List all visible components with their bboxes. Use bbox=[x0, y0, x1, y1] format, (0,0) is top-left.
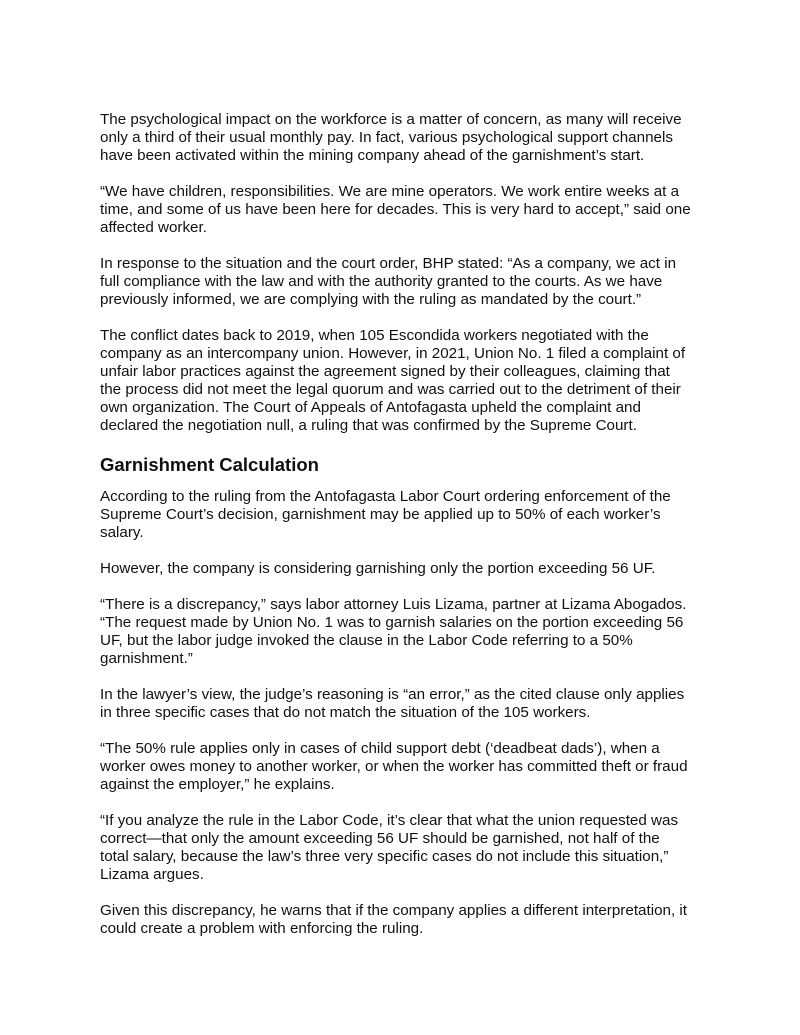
paragraph-worker-quote: “We have children, responsibilities. We are mine operators. We work entire weeks at a time, and some of us have been here for decades. This is very hard to accept,” said one affected worker. bbox=[100, 183, 691, 236]
paragraph-labor-code-analysis: “If you analyze the rule in the Labor Code, it’s clear that what the union requested was correct—that only the amount exceeding 56 UF should be garnished, not half of the total salary, because the law’s three very specific cases do not include this situation,” Lizama argues. bbox=[100, 812, 679, 883]
paragraph-psychological-impact: The psychological impact on the workforce is a matter of concern, as many will receive only a third of their usual monthly pay. In fact, various psychological support channels have been activated within the mining company ahead of the garnishment’s start. bbox=[100, 111, 682, 164]
document-page bbox=[100, 111, 700, 956]
paragraph-warning: Given this discrepancy, he warns that if the company applies a different interpretation, it could create a problem with enforcing the ruling. bbox=[100, 902, 688, 937]
paragraph-conflict-history: The conflict dates back to 2019, when 105 Escondida workers negotiated with the company as an intercompany union. However, in 2021, Union No. 1 filed a complaint of unfair labor practices against the agreement signed by their colleagues, claiming that the process did not meet the legal quorum and was carried out to the detriment of their own organization. The Court of Appeals of Antofagasta upheld the complaint and declared the negotiation null, a ruling that was confirmed by the Supreme Court. bbox=[100, 327, 686, 434]
paragraph-lizama-discrepancy: “There is a discrepancy,” says labor attorney Luis Lizama, partner at Lizama Abogados. “The request made by Union No. 1 was to garnish salaries on the portion exceeding 56 UF, but the labor judge invoked the clause in the Labor Code referring to a 50% garnishment.” bbox=[100, 596, 687, 667]
paragraph-fifty-percent-rule: “The 50% rule applies only in cases of child support debt (‘deadbeat dads’), when a worker owes money to another worker, or when the worker has committed theft or fraud against the employer,” he explains. bbox=[100, 740, 688, 793]
paragraph-bhp-statement: In response to the situation and the court order, BHP stated: “As a company, we act in full compliance with the law and with the authority granted to the courts. As we have previously informed, we are complying with the ruling as mandated by the court.” bbox=[100, 255, 677, 308]
paragraph-labor-court-ruling: According to the ruling from the Antofagasta Labor Court ordering enforcement of the Supreme Court’s decision, garnishment may be applied up to 50% of each worker’s salary. bbox=[100, 488, 671, 541]
paragraph-lawyer-view: In the lawyer’s view, the judge’s reasoning is “an error,” as the cited clause only applies in three specific cases that do not match the situation of the 105 workers. bbox=[100, 686, 685, 721]
section-heading-garnishment-calculation: Garnishment Calculation bbox=[100, 454, 319, 475]
paragraph-company-considering: However, the company is considering garnishing only the portion exceeding 56 UF. bbox=[100, 560, 656, 577]
